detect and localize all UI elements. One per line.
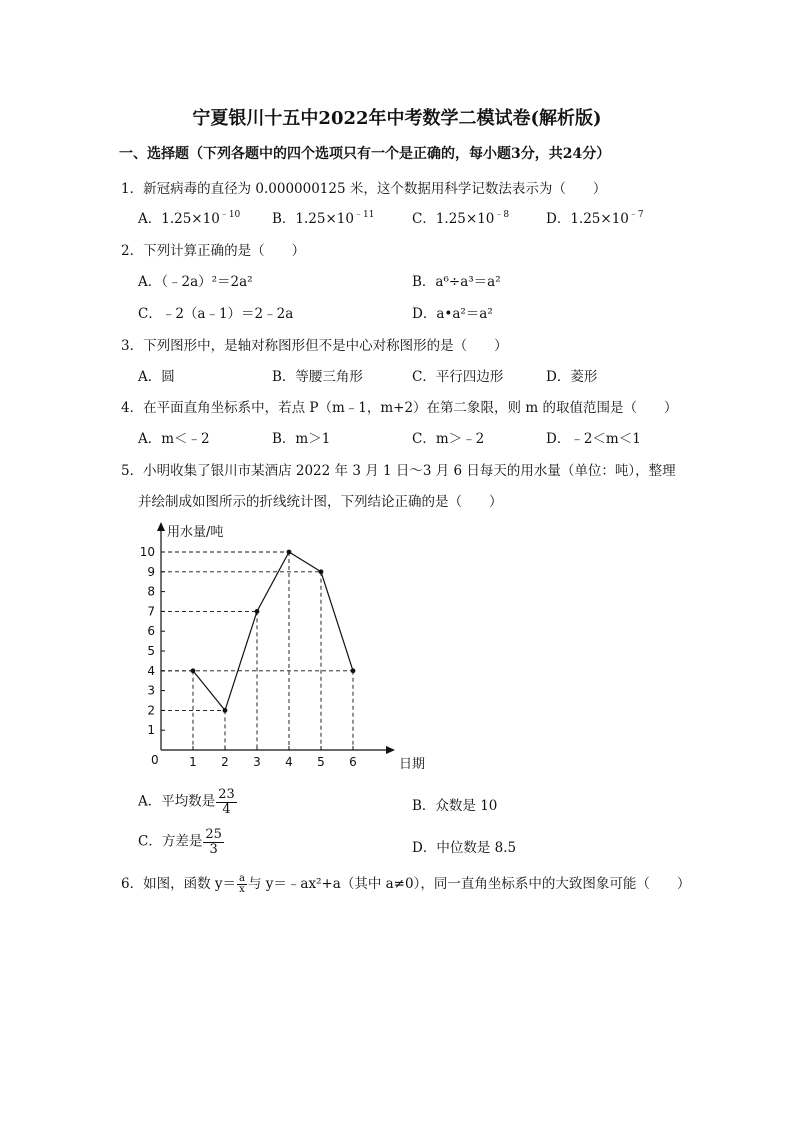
section-heading: 一、选择题（下列各题中的四个选项只有一个是正确的，每小题3分，共24分） [119, 146, 611, 162]
x-axis-arrow [386, 746, 395, 754]
q6-fraction: $\frac{a}{x}$ [239, 872, 245, 895]
y-tick-label: 4 [147, 663, 155, 678]
q1-option-d: D．$1.25\times 10^{﹣7}$ [546, 210, 644, 227]
data-point [255, 609, 260, 614]
water-usage-line-chart [130, 518, 426, 778]
y-tick-label: 2 [147, 703, 155, 718]
x-tick-label: 6 [349, 755, 357, 769]
q1-option-c: C．$1.25\times 10^{﹣8}$ [412, 210, 510, 227]
q3-option-a: A．圆 [138, 369, 175, 385]
q2-option-a: A．（﹣2a）²＝2a² [138, 274, 253, 290]
q4-option-d: D．﹣2＜m＜1 [546, 431, 641, 447]
q4-stem: 4．在平面直角坐标系中，若点 P（m﹣1，m+2）在第二象限，则 m 的取值范围是（ ） [121, 400, 678, 416]
q5-option-a-fraction: $\frac{23}{4}$ [218, 787, 235, 817]
data-point [223, 708, 228, 713]
q2-option-b: B．a⁶÷a³＝a² [412, 274, 501, 290]
data-point [191, 668, 196, 673]
q2-stem: 2．下列计算正确的是（ ） [121, 243, 306, 259]
series-line [193, 552, 353, 710]
y-tick-label: 9 [147, 564, 155, 579]
q4-option-b: B．m＞1 [272, 431, 331, 447]
q6-stem: 6．如图，函数 y＝ $\frac{a}{x}$ 与 y＝﹣ax²+a（其中 a≠0），同一直角坐标系中的大致图象可能（ ） [121, 872, 691, 895]
x-tick-label: 3 [253, 755, 261, 769]
q5-option-d: D．中位数是 8.5 [412, 840, 517, 856]
q5-option-c-fraction: $\frac{25}{3}$ [205, 827, 222, 857]
data-point [351, 668, 356, 673]
q1-stem: 1．新冠病毒的直径为 0.000000125 米，这个数据用科学记数法表示为（ ） [121, 181, 607, 197]
x-tick-label: 1 [189, 755, 197, 769]
q3-stem: 3．下列图形中，是轴对称图形但不是中心对称图形的是（ ） [121, 338, 508, 354]
q5-option-a: A．平均数是 $\frac{23}{4}$ [138, 787, 235, 817]
q4-option-c: C．m＞﹣2 [412, 431, 485, 447]
y-tick-label: 6 [147, 624, 155, 639]
x-tick-label: 2 [221, 755, 229, 769]
q4-option-a: A．m＜﹣2 [138, 431, 210, 447]
data-point [287, 550, 292, 555]
y-tick-label: 7 [147, 604, 155, 619]
y-axis-label: 用水量/吨 [167, 525, 224, 540]
q1-option-a: A．$1.25\times 10^{﹣10}$ [138, 210, 241, 227]
y-tick-label: 1 [147, 723, 155, 738]
y-axis-arrow [157, 522, 165, 531]
y-tick-label: 5 [147, 644, 155, 658]
q3-option-d: D．菱形 [546, 369, 598, 385]
q3-option-c: C．平行四边形 [412, 369, 504, 385]
x-tick-label: 5 [317, 755, 325, 769]
y-tick-label: 3 [147, 683, 155, 698]
x-tick-label: 4 [285, 755, 293, 769]
y-tick-label: 8 [147, 584, 155, 599]
q5-stem-line2: 并绘制成如图所示的折线统计图，下列结论正确的是（ ） [138, 494, 503, 510]
q1-option-b: B．$1.25\times 10^{﹣11}$ [272, 210, 375, 227]
q2-option-d: D．a•a²＝a² [412, 306, 493, 322]
q3-option-b: B．等腰三角形 [272, 369, 363, 385]
x-axis-label: 日期 [399, 757, 426, 772]
q5-stem-line1: 5．小明收集了银川市某酒店 2022 年 3 月 1 日～3 月 6 日每天的用水量（单位：吨），整理 [121, 463, 676, 479]
q5-option-c: C．方差是 $\frac{25}{3}$ [138, 827, 222, 857]
data-point [319, 569, 324, 574]
q2-option-c: C．﹣2（a﹣1）＝2﹣2a [138, 306, 294, 322]
y-tick-label: 10 [139, 545, 155, 559]
q5-option-b: B．众数是 10 [412, 798, 498, 814]
chart-plot-area [140, 522, 425, 772]
page-title: 宁夏银川十五中2022年中考数学二模试卷(解析版) [192, 108, 602, 129]
origin-label: 0 [151, 753, 159, 767]
